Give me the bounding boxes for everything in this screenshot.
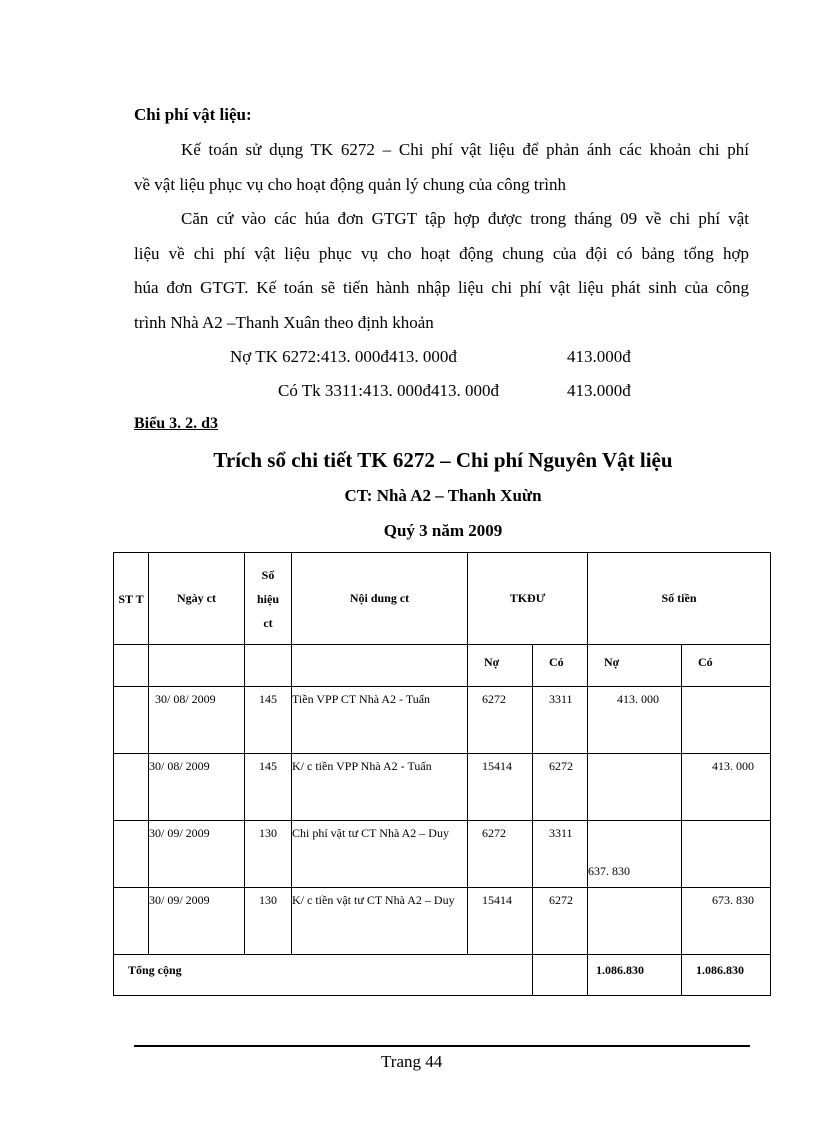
subheader-amount-credit: Có <box>682 645 771 687</box>
row-stt <box>114 754 149 821</box>
section-heading: Chi phí vật liệu: <box>134 105 252 124</box>
paragraph-1-line-1: Kế toán sử dụng TK 6272 – Chi phí vật liệu để phản ánh các khoản chi phí <box>181 140 749 159</box>
row-tk-credit: 3311 <box>533 687 588 754</box>
table-subtitle: CT: Nhà A2 – Thanh Xuừn <box>344 486 542 505</box>
row-doc-no: 130 <box>245 821 292 888</box>
row-date: 30/ 09/ 2009 <box>149 888 245 955</box>
entry-credit-amount: 413.000đ <box>567 381 631 400</box>
row-credit: 413. 000 <box>682 754 771 821</box>
table-title: Trích sổ chi tiết TK 6272 – Chi phí Nguyên Vật liệu <box>213 448 673 472</box>
row-tk-credit: 3311 <box>533 821 588 888</box>
row-doc-no: 145 <box>245 687 292 754</box>
subheader-amount-debit: Nợ <box>588 645 682 687</box>
table-total-row <box>114 955 771 996</box>
row-credit <box>682 821 771 888</box>
entry-debit-amount: 413.000đ <box>567 347 631 366</box>
row-tk-debit: 15414 <box>468 754 533 821</box>
row-content: Tiền VPP CT Nhà A2 - Tuấn <box>292 687 468 754</box>
row-date: 30/ 08/ 2009 <box>149 687 245 754</box>
row-stt <box>114 888 149 955</box>
table-row <box>114 687 771 754</box>
row-doc-no: 145 <box>245 754 292 821</box>
row-tk-debit: 15414 <box>468 888 533 955</box>
page-number: Trang 44 <box>381 1052 443 1071</box>
table-period: Quý 3 năm 2009 <box>383 521 503 540</box>
exhibit-label: Biểu 3. 2. d3 <box>134 415 219 432</box>
table-row <box>114 754 771 821</box>
paragraph-2-line-1: Căn cứ vào các húa đơn GTGT tập hợp được trong tháng 09 về chi phí vật <box>181 209 749 228</box>
header-doc-no: Số hiệu ct <box>245 553 292 645</box>
row-doc-no: 130 <box>245 888 292 955</box>
paragraph-2-line-2: liệu về chi phí vật liệu phục vụ cho hoạt động chung của đội có bảng tổng hợp <box>134 244 749 263</box>
header-amount: Số tiền <box>588 553 771 645</box>
row-content: K/ c tiền VPP Nhà A2 - Tuấn <box>292 754 468 821</box>
entry-credit-label: Có Tk 3311:413. 000đ413. 000đ <box>278 381 500 400</box>
table-row <box>114 821 771 888</box>
subheader-account-debit: Nợ <box>468 645 533 687</box>
row-stt <box>114 687 149 754</box>
row-date: 30/ 08/ 2009 <box>149 754 245 821</box>
row-tk-debit: 6272 <box>468 821 533 888</box>
row-debit <box>588 888 682 955</box>
row-date: 30/ 09/ 2009 <box>149 821 245 888</box>
total-credit: 1.086.830 <box>682 955 771 996</box>
table-row <box>114 888 771 955</box>
row-debit <box>588 754 682 821</box>
ledger-table <box>113 552 771 996</box>
header-stt: ST T <box>114 553 149 645</box>
paragraph-2-line-4: trình Nhà A2 –Thanh Xuân theo định khoản <box>134 313 434 332</box>
total-label: Tổng cộng <box>114 955 533 996</box>
row-debit: 413. 000 <box>588 687 682 754</box>
row-stt <box>114 821 149 888</box>
entry-debit-label: Nợ TK 6272:413. 000đ413. 000đ <box>230 347 457 366</box>
header-account: TKĐƯ <box>468 553 588 645</box>
subheader-account-credit: Có <box>533 645 588 687</box>
row-credit <box>682 687 771 754</box>
row-credit: 673. 830 <box>682 888 771 955</box>
total-debit: 1.086.830 <box>588 955 682 996</box>
paragraph-1-line-2: về vật liệu phục vụ cho hoạt động quản lý chung của công trình <box>134 175 566 194</box>
row-tk-credit: 6272 <box>533 754 588 821</box>
table-header-row <box>114 553 771 645</box>
row-content: K/ c tiền vật tư CT Nhà A2 – Duy <box>292 888 468 955</box>
table-subheader-row <box>114 645 771 687</box>
header-date: Ngày ct <box>149 553 245 645</box>
footer-divider <box>134 1045 750 1047</box>
paragraph-2-line-3: húa đơn GTGT. Kế toán sẽ tiến hành nhập liệu chi phí vật liệu phát sinh của công <box>134 278 749 297</box>
row-tk-credit: 6272 <box>533 888 588 955</box>
row-debit: 637. 830 <box>588 821 682 888</box>
row-content: Chi phí vật tư CT Nhà A2 – Duy <box>292 821 468 888</box>
header-content: Nội dung ct <box>292 553 468 645</box>
row-tk-debit: 6272 <box>468 687 533 754</box>
